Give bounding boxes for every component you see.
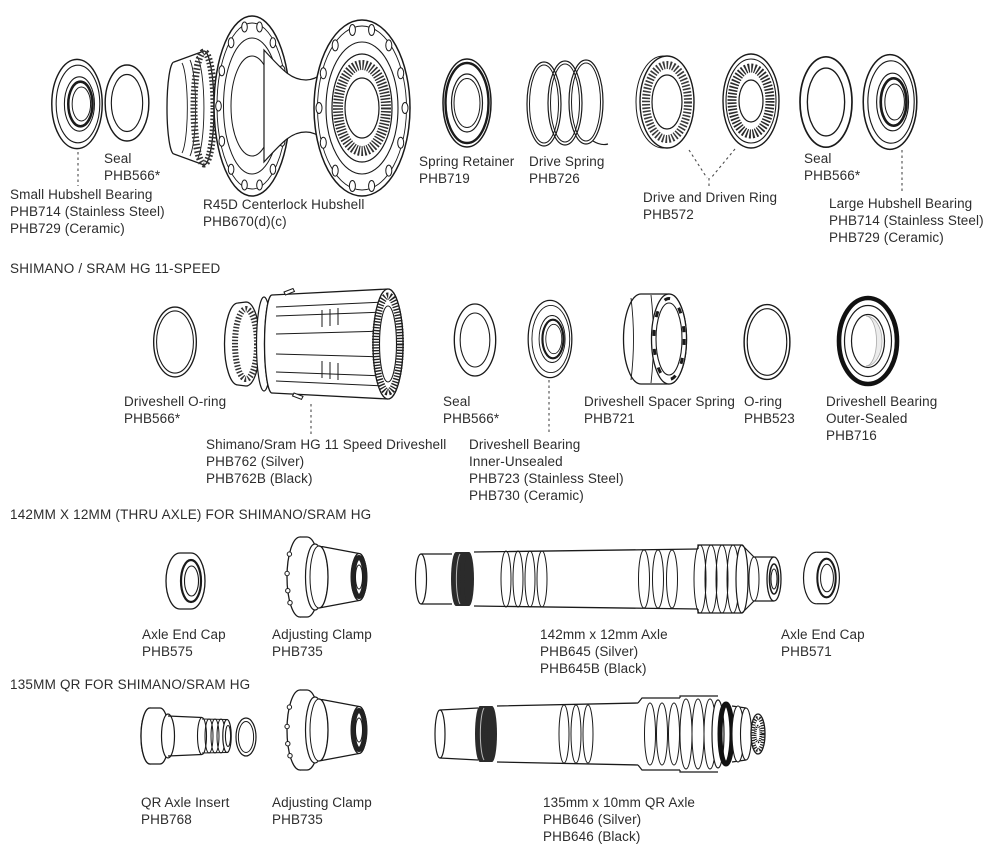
label-spring-retainer: Spring Retainer PHB719 bbox=[419, 154, 515, 186]
label-driveshell-spacer-spring: Driveshell Spacer Spring PHB721 bbox=[584, 394, 735, 426]
qr-insert-oring bbox=[236, 718, 256, 756]
label-oring: O-ring PHB523 bbox=[744, 394, 795, 426]
label-axle-end-cap-left: Axle End Cap PHB575 bbox=[142, 627, 226, 659]
hubshell-drawing bbox=[167, 16, 410, 196]
section-header-qr: 135MM QR FOR SHIMANO/SRAM HG bbox=[10, 677, 251, 692]
section-header-thru-axle: 142MM X 12MM (THRU AXLE) FOR SHIMANO/SRAM HG bbox=[10, 507, 372, 522]
section-header-hg11: SHIMANO / SRAM HG 11-SPEED bbox=[10, 261, 221, 276]
label-seal-top-right: Seal PHB566* bbox=[804, 151, 861, 183]
label-seal-top-left: Seal PHB566* bbox=[104, 151, 161, 183]
adjusting-clamp-thru-drawing bbox=[285, 537, 367, 617]
small-hubshell-bearing-drawing bbox=[52, 59, 102, 148]
seal-top-left-drawing bbox=[105, 65, 149, 141]
driveshell-bearing-outer-drawing bbox=[839, 298, 897, 384]
oring-drawing bbox=[744, 305, 790, 380]
driveshell-oring-drawing bbox=[154, 307, 197, 377]
label-adjusting-clamp-thru: Adjusting Clamp PHB735 bbox=[272, 627, 372, 659]
label-drive-spring: Drive Spring PHB726 bbox=[529, 154, 605, 186]
drive-spring-drawing bbox=[527, 60, 608, 146]
seal-top-right-drawing bbox=[800, 57, 852, 147]
axle-end-cap-left-drawing bbox=[166, 553, 205, 609]
label-driveshell: Shimano/Sram HG 11 Speed Driveshell PHB762 (Silver) PHB762B (Black) bbox=[206, 437, 447, 486]
label-seal-mid: Seal PHB566* bbox=[443, 394, 500, 426]
label-drive-and-driven-ring: Drive and Driven Ring PHB572 bbox=[643, 190, 778, 222]
label-small-hubshell-bearing: Small Hubshell Bearing PHB714 (Stainless Steel) PHB729 (Ceramic) bbox=[10, 187, 165, 236]
label-hubshell: R45D Centerlock Hubshell PHB670(d)(c) bbox=[203, 197, 365, 229]
driven-ring-drawing bbox=[723, 54, 779, 148]
large-hubshell-bearing-drawing bbox=[863, 55, 917, 150]
label-axle-end-cap-right: Axle End Cap PHB571 bbox=[781, 627, 865, 659]
label-axle-135: 135mm x 10mm QR Axle PHB646 (Silver) PHB646 (Black) bbox=[543, 795, 696, 844]
axle-end-cap-right-drawing bbox=[804, 552, 840, 604]
label-driveshell-bearing-outer: Driveshell Bearing Outer-Sealed PHB716 bbox=[826, 394, 938, 443]
seal-mid-drawing bbox=[454, 304, 495, 376]
axle-135-drawing bbox=[435, 696, 765, 772]
label-axle-142: 142mm x 12mm Axle PHB645 (Silver) PHB645B (Black) bbox=[540, 627, 668, 676]
label-large-hubshell-bearing: Large Hubshell Bearing PHB714 (Stainless Steel) PHB729 (Ceramic) bbox=[829, 196, 984, 245]
label-adjusting-clamp-qr: Adjusting Clamp PHB735 bbox=[272, 795, 372, 827]
qr-axle-insert-drawing bbox=[141, 708, 256, 764]
driveshell-spacer-spring-drawing bbox=[624, 294, 687, 384]
axle-142-drawing bbox=[416, 545, 782, 613]
drive-ring-drawing bbox=[636, 56, 694, 148]
label-qr-axle-insert: QR Axle Insert PHB768 bbox=[141, 795, 230, 827]
driveshell-bearing-inner-drawing bbox=[528, 300, 572, 377]
label-driveshell-oring: Driveshell O-ring PHB566* bbox=[124, 394, 227, 426]
label-driveshell-bearing-inner: Driveshell Bearing Inner-Unsealed PHB723 (Stainless Steel) PHB730 (Ceramic) bbox=[469, 437, 624, 503]
driveshell-drawing bbox=[225, 289, 404, 400]
spring-retainer-drawing bbox=[443, 59, 491, 147]
adjusting-clamp-qr-drawing bbox=[285, 690, 367, 770]
